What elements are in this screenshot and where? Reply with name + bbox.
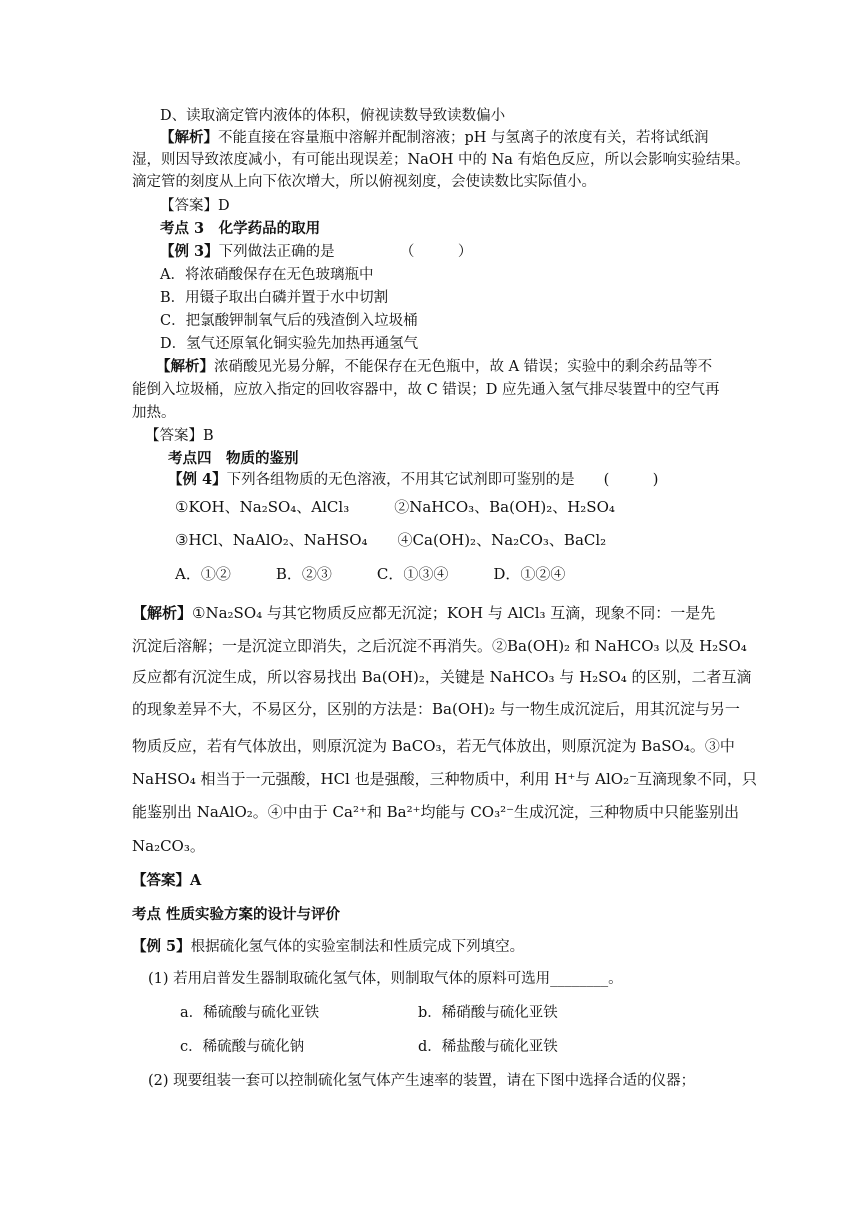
option-line: A．将浓硝酸保存在无色玻璃瓶中 [160, 267, 374, 283]
analysis-line [156, 357, 712, 377]
option-line: C．把氯酸钾制氧气后的残渣倒入垃圾桶 [160, 313, 418, 329]
analysis-label: 【解析】 [156, 358, 214, 375]
section-heading: 考点四 物质的鉴别 [168, 450, 299, 467]
analysis-line [160, 128, 709, 148]
option-line: B．用镊子取出白磷并置于水中切割 [160, 290, 389, 306]
example-text: 下列各组物质的无色溶液，不用其它试剂即可鉴别的是 ( ) [226, 472, 659, 488]
analysis-text: 不能直接在容量瓶中溶解并配制溶液；pH 与氢离子的浓度有关，若将试纸润 [218, 130, 709, 146]
choice-group-line: ③HCl、NaAlO₂、NaHSO₄ ④Ca(OH)₂、Na₂CO₃、BaCl₂ [175, 531, 607, 549]
section-heading: 考点 3 化学药品的取用 [160, 220, 321, 237]
option-b: b．稀硝酸与硫化亚铁 [418, 1005, 558, 1021]
option-a: a．稀硫酸与硫化亚铁 [180, 1005, 320, 1021]
analysis-text: 浓硝酸见光易分解，不能保存在无色瓶中，故 A 错误；实验中的剩余药品等不 [214, 359, 713, 375]
example-text: 下列做法正确的是 （ ） [218, 244, 473, 260]
option-d-line: D、读取滴定管内液体的体积，俯视读数导致读数偏小 [160, 108, 506, 124]
example-line [132, 937, 524, 957]
analysis-line: 加热。 [132, 405, 176, 421]
analysis-line: NaHSO₄ 相当于一元强酸，HCl 也是强酸，三种物质中，利用 H⁺与 AlO₂⁻互滴现象不同，只 [132, 770, 758, 788]
analysis-text: ①Na₂SO₄ 与其它物质反应都无沉淀；KOH 与 AlCl₃ 互滴，现象不同：一是先 [192, 604, 716, 622]
analysis-line: 反应都有沉淀生成，所以容易找出 Ba(OH)₂，关键是 NaHCO₃ 与 H₂SO₄ 的区别，二者互滴 [132, 668, 752, 686]
analysis-line: 滴定管的刻度从上向下依次增大，所以俯视刻度，会使读数比实际值小。 [132, 174, 596, 190]
analysis-line: 沉淀后溶解；一是沉淀立即消失，之后沉淀不再消失。②Ba(OH)₂ 和 NaHCO₃ 以及 H₂SO₄ [132, 637, 747, 655]
analysis-line: 物质反应，若有气体放出，则原沉淀为 BaCO₃，若无气体放出，则原沉淀为 BaSO₄。③中 [132, 737, 735, 755]
answer-line: 【答案】D [160, 198, 230, 214]
answer-options-line: A．①② B．②③ C．①③④ D．①②④ [175, 565, 566, 583]
question-line: (2) 现要组装一套可以控制硫化氢气体产生速率的装置，请在下图中选择合适的仪器； [148, 1073, 696, 1089]
analysis-label: 【解析】 [132, 604, 193, 622]
example-label: 【例 3】 [160, 243, 219, 260]
analysis-line: 湿，则因导致浓度减小，有可能出现误差；NaOH 中的 Na 有焰色反应，所以会影响实验结果。 [132, 152, 750, 168]
choice-group-line: ①KOH、Na₂SO₄、AlCl₃ ②NaHCO₃、Ba(OH)₂、H₂SO₄ [175, 498, 615, 516]
analysis-label: 【解析】 [160, 129, 218, 146]
analysis-line: 能倒入垃圾桶，应放入指定的回收容器中，故 C 错误；D 应先通入氢气排尽装置中的空气再 [132, 382, 720, 398]
answer-line: 【答案】A [132, 872, 202, 889]
example-label: 【例 5】 [132, 938, 191, 955]
example-line [160, 242, 472, 262]
option-d: d．稀盐酸与硫化亚铁 [418, 1039, 558, 1055]
analysis-line: 能鉴别出 NaAlO₂。④中由于 Ca²⁺和 Ba²⁺均能与 CO₃²⁻生成沉淀，三种物质中只能鉴别出 [132, 803, 740, 821]
analysis-line [132, 603, 715, 623]
analysis-line: Na₂CO₃。 [132, 837, 205, 855]
example-text: 根据硫化氢气体的实验室制法和性质完成下列填空。 [190, 939, 525, 955]
option-line: D．氢气还原氧化铜实验先加热再通氢气 [160, 336, 419, 352]
section-heading: 考点 性质实验方案的设计与评价 [132, 906, 341, 923]
question-line: (1) 若用启普发生器制取硫化氢气体，则制取气体的原料可选用________。 [148, 971, 623, 987]
example-line [168, 470, 658, 490]
analysis-line: 的现象差异不大，不易区分，区别的方法是：Ba(OH)₂ 与一物生成沉淀后，用其沉淀与另一 [132, 700, 740, 718]
answer-line: 【答案】B [145, 428, 214, 444]
option-c: c．稀硫酸与硫化钠 [180, 1039, 305, 1055]
example-label: 【例 4】 [168, 471, 227, 488]
